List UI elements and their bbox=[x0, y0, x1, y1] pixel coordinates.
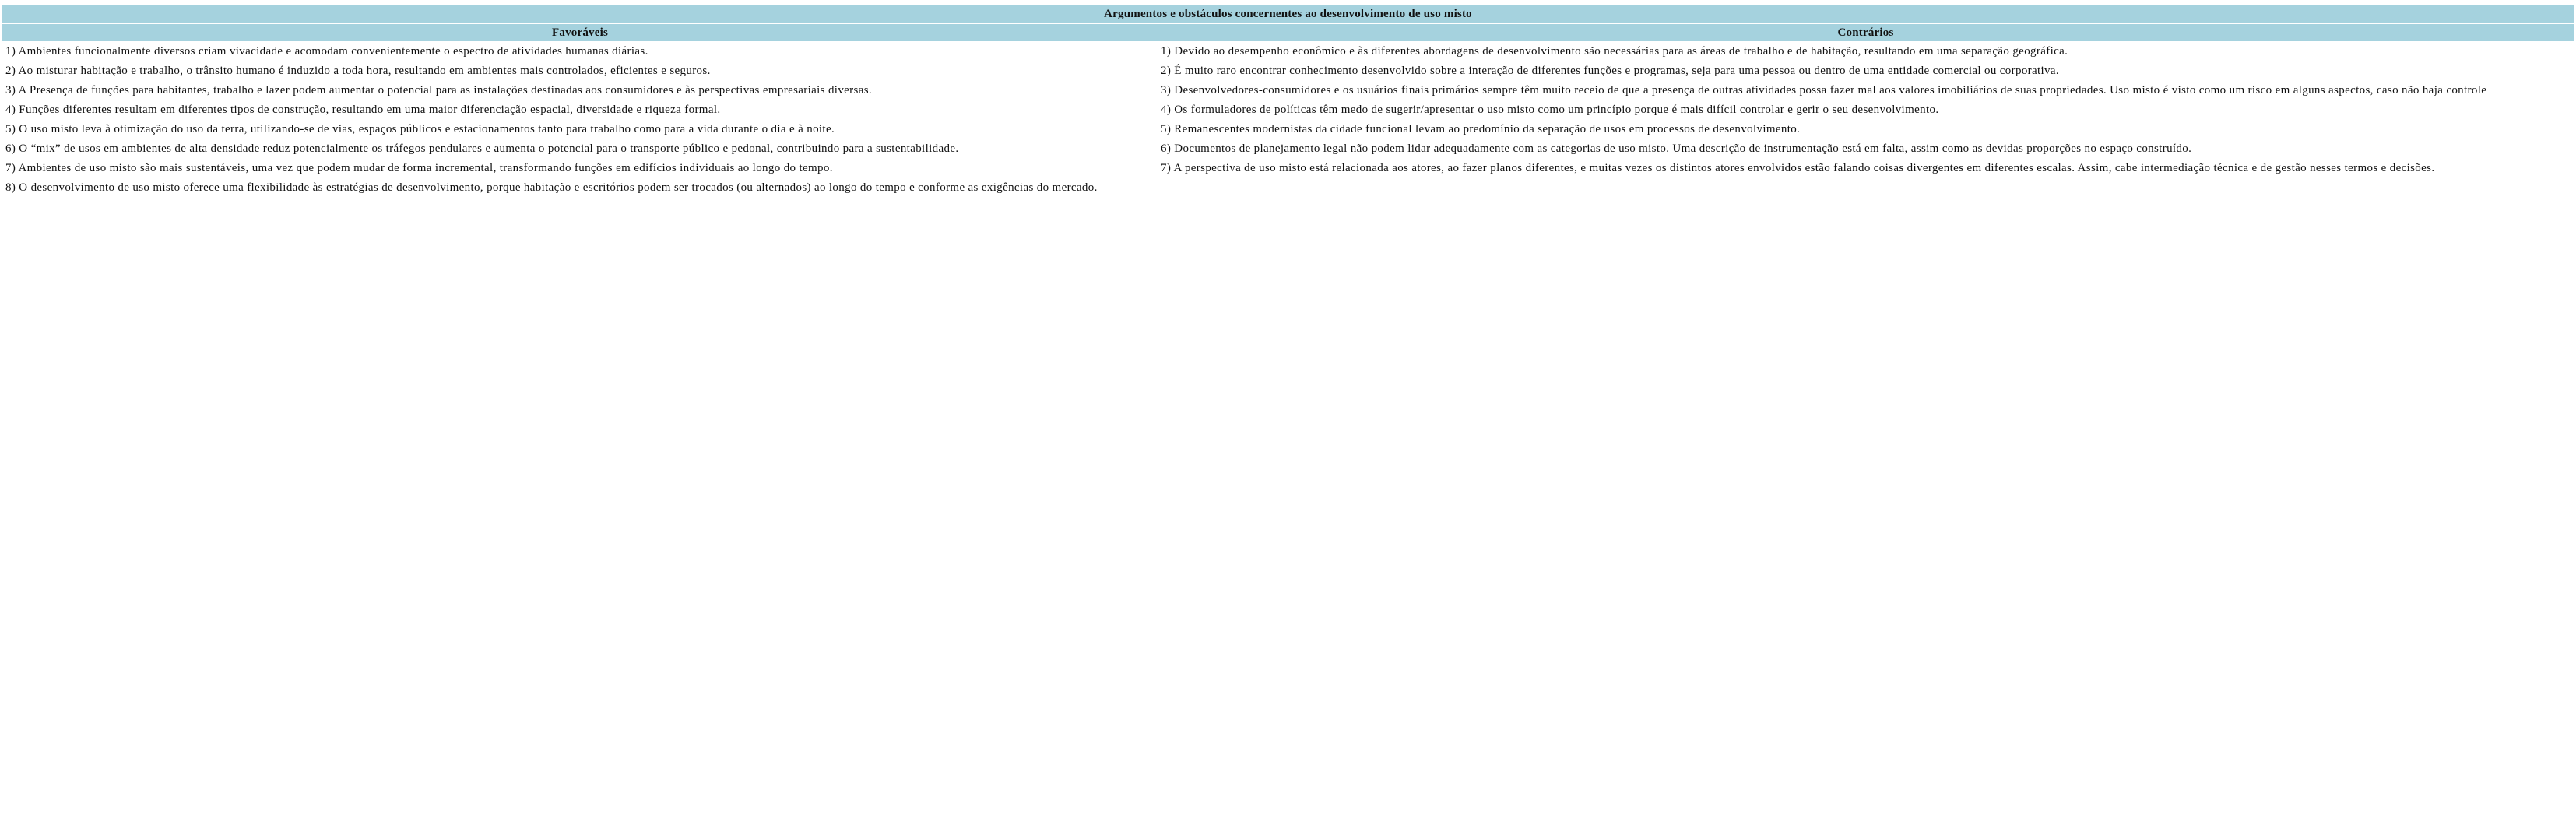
contrario-item: 6) Documentos de planejamento legal não podem lidar adequadamente com as categorias de uso misto. Uma descrição de instrumentação está em falta, assim como as devidas proporções no espaço construído. bbox=[1161, 142, 2192, 155]
table-row bbox=[2, 160, 2574, 177]
favoravel-item: 1) Ambientes funcionalmente diversos criam vivacidade e acomodam convenientemente o espectro de atividades humanas diárias. bbox=[5, 45, 648, 58]
contrario-item-empty bbox=[1158, 179, 2574, 197]
table-row bbox=[2, 62, 2574, 80]
favoravel-item: 7) Ambientes de uso misto são mais sustentáveis, uma vez que podem mudar de forma incremental, transformando funções em edifícios individuais ao longo do tempo. bbox=[5, 162, 833, 174]
contrario-item: 4) Os formuladores de políticas têm medo de sugerir/apresentar o uso misto como um princípio porque é mais difícil controlar e gerir o seu desenvolvimento. bbox=[1161, 104, 1939, 116]
contrario-item: 5) Remanescentes modernistas da cidade funcional levam ao predomínio da separação de usos em processos de desenvolvimento. bbox=[1161, 123, 1801, 135]
favoravel-item: 4) Funções diferentes resultam em diferentes tipos de construção, resultando em uma maior diferenciação espacial, diversidade e riqueza formal. bbox=[5, 104, 721, 116]
arguments-table bbox=[2, 4, 2574, 198]
table-row bbox=[2, 82, 2574, 100]
header-row bbox=[2, 24, 2574, 41]
table-row bbox=[2, 43, 2574, 61]
favoravel-item: 6) O “mix” de usos em ambientes de alta densidade reduz potencialmente os tráfegos pendulares e aumenta o potencial para o transporte público e pedonal, contribuindo para a sustentabilidade. bbox=[5, 142, 959, 155]
favoravel-item: 8) O desenvolvimento de uso misto oferece uma flexibilidade às estratégias de desenvolvimento, porque habitação e escritórios podem ser trocados (ou alternados) ao longo do tempo e conforme as exigências do mercado. bbox=[5, 181, 1098, 194]
table-title: Argumentos e obstáculos concernentes ao desenvolvimento de uso misto bbox=[2, 5, 2574, 23]
column-header-favoraveis: Favoráveis bbox=[2, 24, 1158, 41]
contrario-item: 1) Devido ao desempenho econômico e às diferentes abordagens de desenvolvimento são necessárias para as áreas de trabalho e de habitação, resultando em uma separação geográfica. bbox=[1161, 45, 2068, 58]
favoravel-item: 5) O uso misto leva à otimização do uso da terra, utilizando-se de vias, espaços públicos e estacionamentos tanto para trabalho como para a vida durante o dia e à noite. bbox=[5, 123, 835, 135]
contrario-item: 7) A perspectiva de uso misto está relacionada aos atores, ao fazer planos diferentes, e muitas vezes os distintos atores envolvidos estão falando coisas divergentes em diferentes escalas. Assim, cabe intermediação técnica e de gestão nesses termos e decisões. bbox=[1161, 162, 2435, 174]
title-row bbox=[2, 5, 2574, 23]
column-header-contrarios: Contrários bbox=[1158, 24, 2574, 41]
table-row bbox=[2, 179, 2574, 197]
table-row bbox=[2, 101, 2574, 119]
contrario-item: 3) Desenvolvedores-consumidores e os usuários finais primários sempre têm muito receio de que a presença de outras atividades possa fazer mal aos valores imobiliários de suas propriedades. Uso misto é visto como um risco em alguns aspectos, caso não haja controle bbox=[1161, 84, 2487, 97]
table-row bbox=[2, 140, 2574, 158]
table-row bbox=[2, 121, 2574, 139]
contrario-item: 2) É muito raro encontrar conhecimento desenvolvido sobre a interação de diferentes funções e programas, seja para uma pessoa ou dentro de uma entidade comercial ou corporativa. bbox=[1161, 65, 2060, 77]
favoravel-item: 2) Ao misturar habitação e trabalho, o trânsito humano é induzido a toda hora, resultando em ambientes mais controlados, eficientes e seguros. bbox=[5, 65, 711, 77]
favoravel-item: 3) A Presença de funções para habitantes, trabalho e lazer podem aumentar o potencial para as instalações destinadas aos consumidores e às perspectivas empresariais diversas. bbox=[5, 84, 873, 97]
